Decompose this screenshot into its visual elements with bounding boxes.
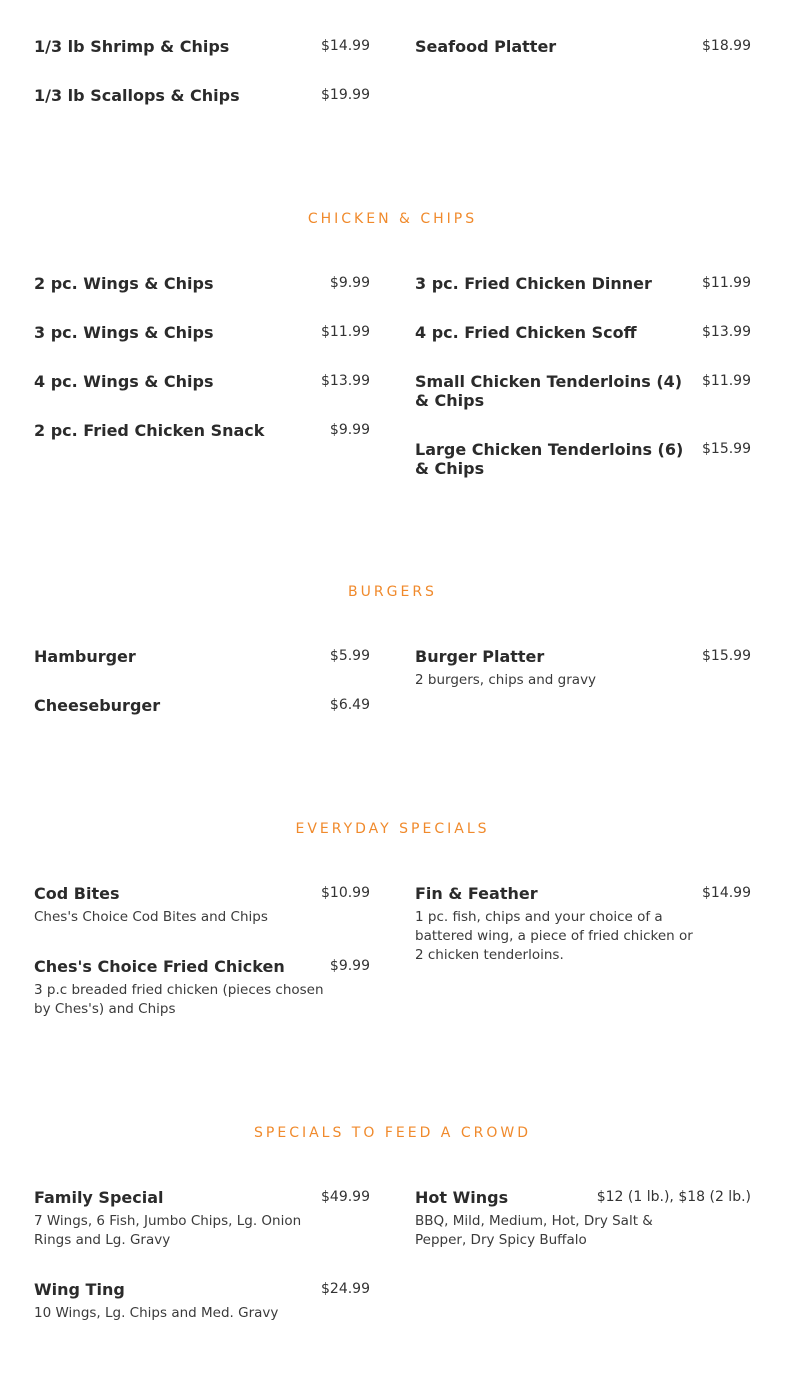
item-name: Hamburger xyxy=(34,647,136,666)
item-price: $11.99 xyxy=(702,275,751,291)
menu-item xyxy=(34,323,370,342)
menu-item xyxy=(415,647,751,690)
menu-item xyxy=(415,37,751,56)
section-title-everyday-specials: EVERYDAY SPECIALS xyxy=(295,821,490,837)
item-name: Small Chicken Tenderloins (4) & Chips xyxy=(415,372,683,410)
item-price: $19.99 xyxy=(321,87,370,103)
menu-item xyxy=(415,440,751,478)
item-name: Wing Ting xyxy=(34,1280,125,1299)
menu-item xyxy=(415,372,751,410)
item-description: 7 Wings, 6 Fish, Jumbo Chips, Lg. Onion Rings and Lg. Gravy xyxy=(34,1213,302,1248)
item-name: 1/3 lb Scallops & Chips xyxy=(34,86,240,105)
item-name: 4 pc. Fried Chicken Scoff xyxy=(415,323,637,342)
item-description: Ches's Choice Cod Bites and Chips xyxy=(34,909,268,925)
menu-item xyxy=(34,884,370,927)
menu-item xyxy=(415,1188,751,1250)
item-name: Fin & Feather xyxy=(415,884,538,903)
item-name: Family Special xyxy=(34,1188,164,1207)
item-description: 3 p.c breaded fried chicken (pieces chosen by Ches's) and Chips xyxy=(34,982,324,1017)
item-price: $13.99 xyxy=(702,324,751,340)
menu-item xyxy=(34,86,370,105)
item-price: $5.99 xyxy=(329,648,370,664)
item-price: $11.99 xyxy=(321,324,370,340)
item-price: $9.99 xyxy=(329,422,370,438)
item-price: $10.99 xyxy=(321,885,370,901)
item-description: 1 pc. fish, chips and your choice of a battered wing, a piece of fried chicken or 2 chicken tenderloins. xyxy=(415,909,693,963)
item-price: $9.99 xyxy=(329,275,370,291)
item-name: Hot Wings xyxy=(415,1188,509,1207)
item-name: 1/3 lb Shrimp & Chips xyxy=(34,37,230,56)
item-description: 2 burgers, chips and gravy xyxy=(415,672,597,688)
item-price: $18.99 xyxy=(702,38,751,54)
menu-item xyxy=(34,696,370,715)
menu-item xyxy=(34,1188,370,1250)
item-name: Large Chicken Tenderloins (6) & Chips xyxy=(415,440,684,478)
item-price: $13.99 xyxy=(321,373,370,389)
item-price: $15.99 xyxy=(702,648,751,664)
item-name: 3 pc. Fried Chicken Dinner xyxy=(415,274,652,293)
item-description: 10 Wings, Lg. Chips and Med. Gravy xyxy=(34,1305,279,1321)
item-price: $12 (1 lb.), $18 (2 lb.) xyxy=(596,1189,751,1205)
item-name: Ches's Choice Fried Chicken xyxy=(34,957,285,976)
item-price: $14.99 xyxy=(702,885,751,901)
item-price: $9.99 xyxy=(329,958,370,974)
item-price: $14.99 xyxy=(321,38,370,54)
menu-item xyxy=(34,647,370,666)
menu-item xyxy=(415,884,751,965)
item-price: $15.99 xyxy=(702,441,751,457)
item-price: $49.99 xyxy=(321,1189,370,1205)
item-name: Seafood Platter xyxy=(415,37,557,56)
menu-item xyxy=(415,274,751,293)
section-title-burgers: BURGERS xyxy=(348,584,437,600)
item-name: Cheeseburger xyxy=(34,696,161,715)
item-name: Cod Bites xyxy=(34,884,120,903)
menu-item xyxy=(34,421,370,440)
menu-item xyxy=(415,323,751,342)
item-name: 3 pc. Wings & Chips xyxy=(34,323,214,342)
menu-item xyxy=(34,372,370,391)
section-title-chicken: CHICKEN & CHIPS xyxy=(307,211,478,227)
menu-item xyxy=(34,274,370,293)
item-description: BBQ, Mild, Medium, Hot, Dry Salt & Pepper, Dry Spicy Buffalo xyxy=(415,1213,653,1248)
item-name: Burger Platter xyxy=(415,647,545,666)
menu-item xyxy=(34,1280,370,1323)
menu-item xyxy=(34,37,370,56)
item-name: 2 pc. Fried Chicken Snack xyxy=(34,421,265,440)
section-title-specials-crowd: SPECIALS TO FEED A CROWD xyxy=(254,1125,531,1141)
item-price: $6.49 xyxy=(329,697,370,713)
item-name: 2 pc. Wings & Chips xyxy=(34,274,214,293)
menu-item xyxy=(34,957,370,1019)
item-price: $24.99 xyxy=(321,1281,370,1297)
item-name: 4 pc. Wings & Chips xyxy=(34,372,214,391)
item-price: $11.99 xyxy=(702,373,751,389)
